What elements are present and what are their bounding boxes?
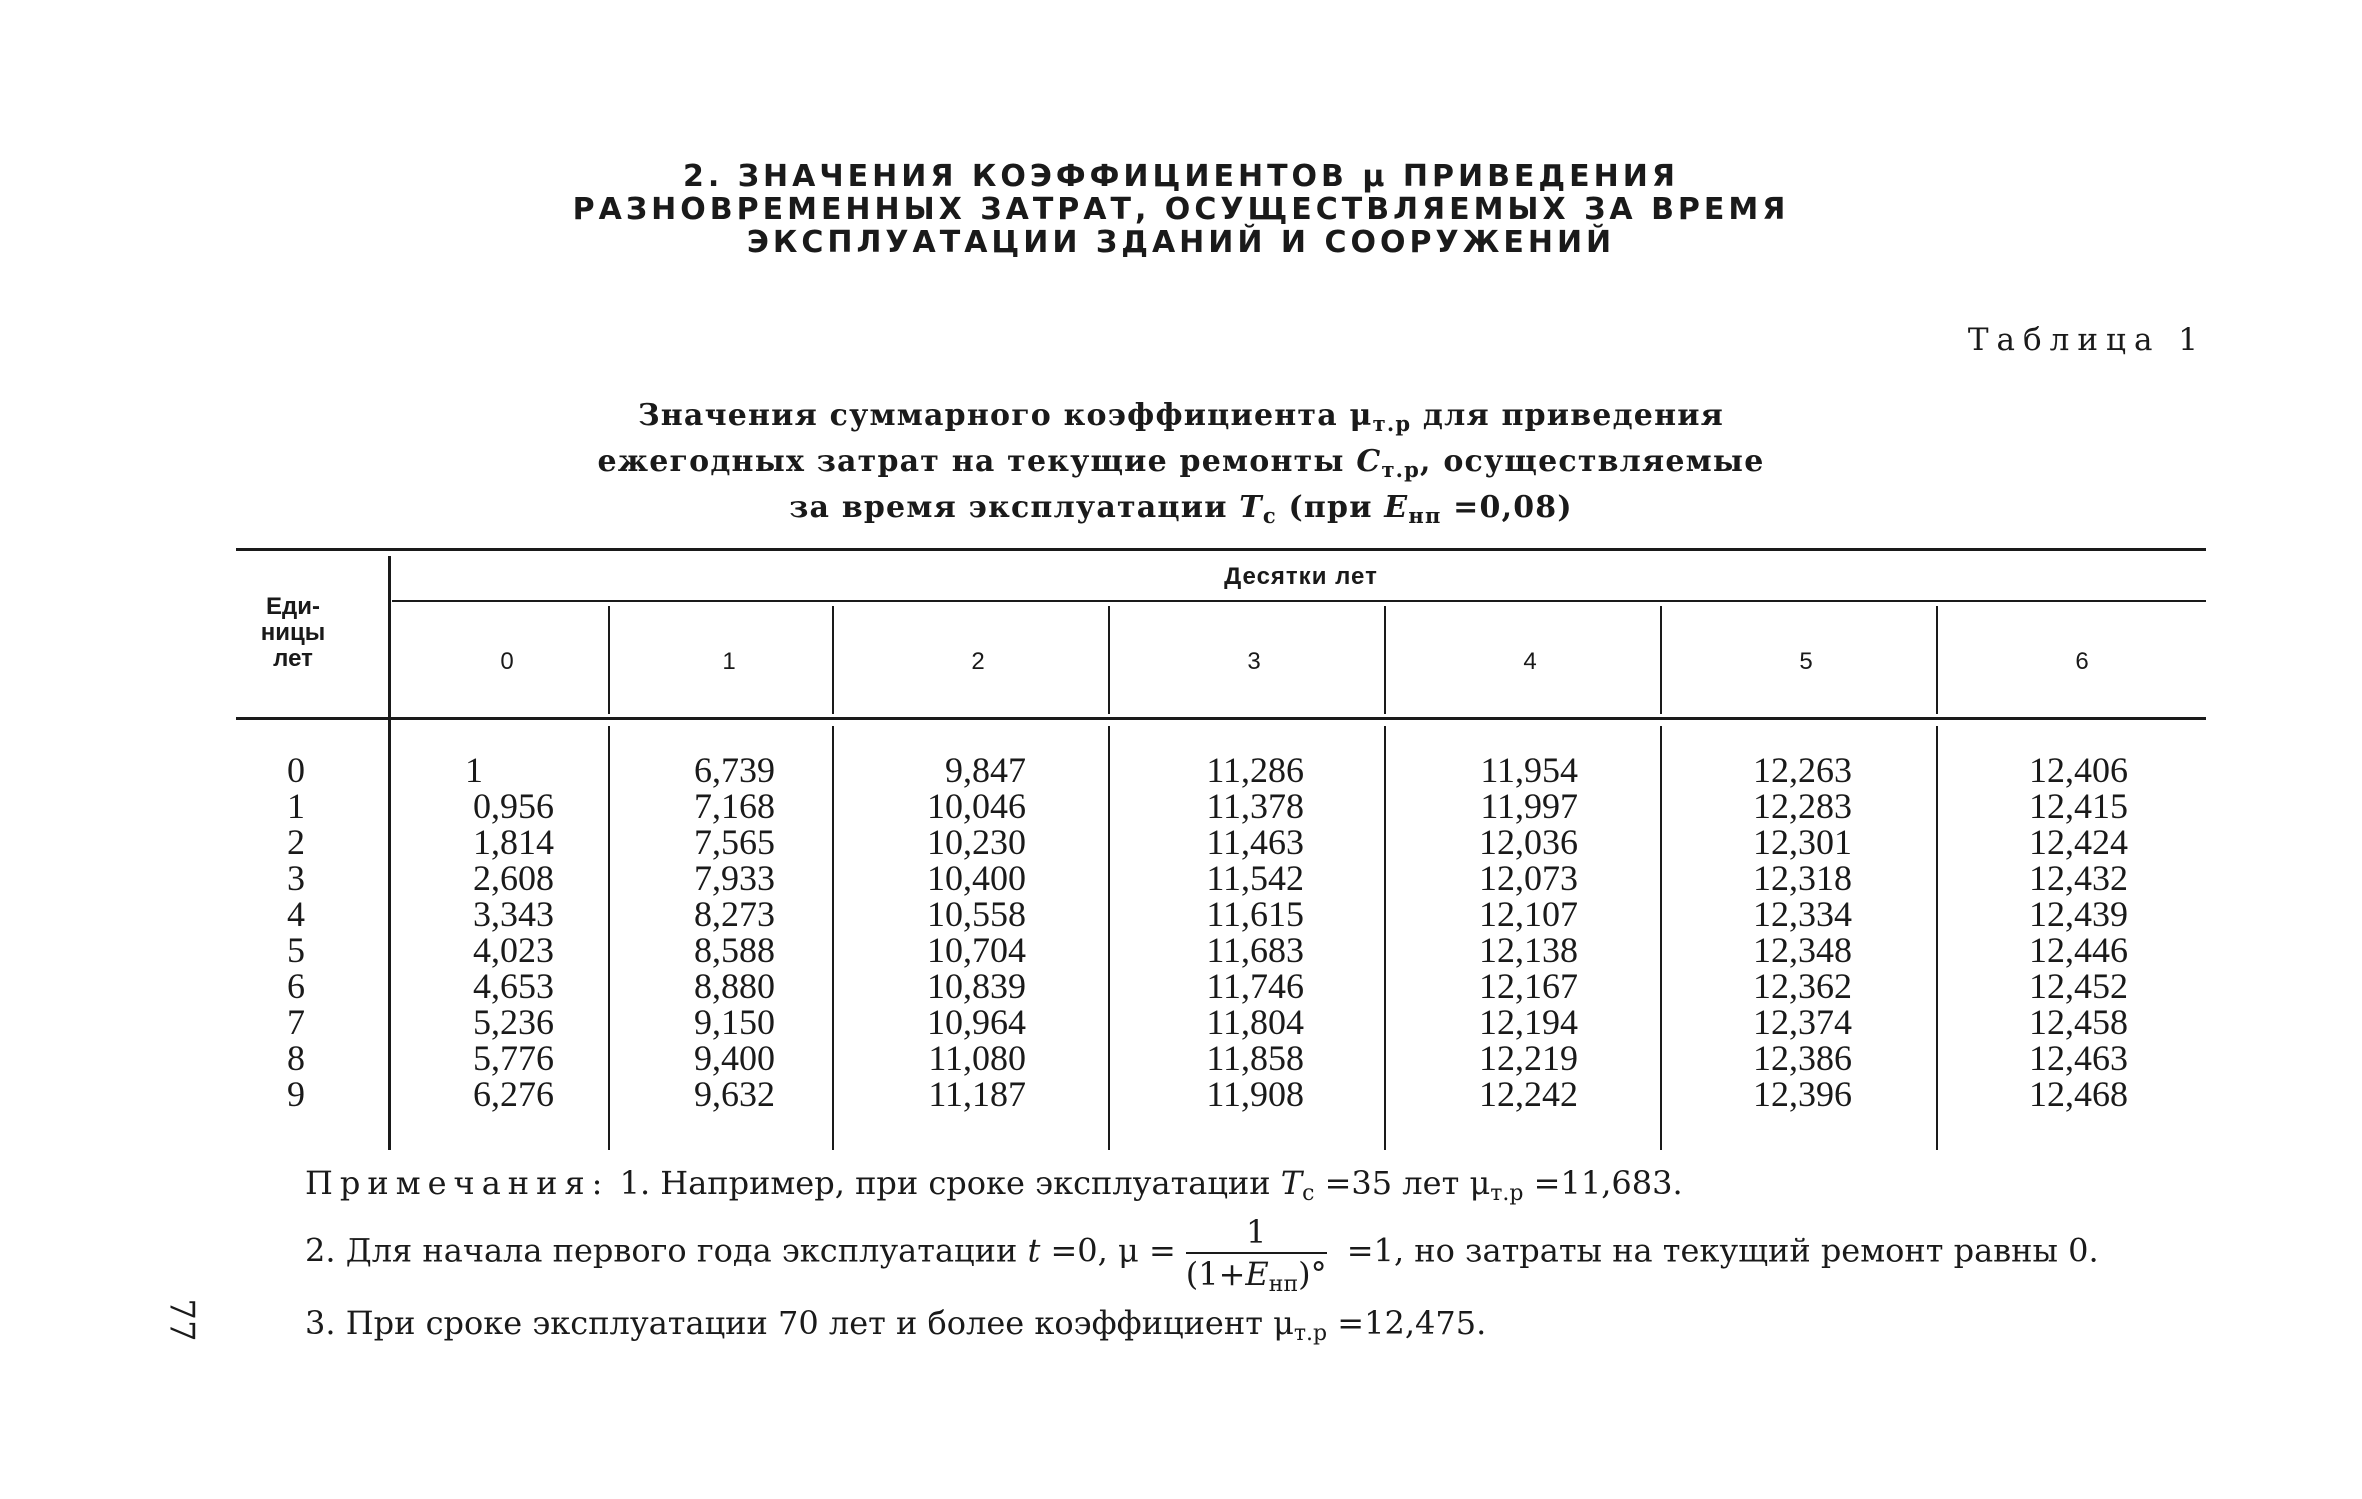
column-divider — [608, 606, 610, 714]
table-cell: 12,452 — [2029, 966, 2128, 1006]
table-cell: 1 — [465, 750, 483, 790]
table-cell: 0,956 — [473, 786, 554, 826]
table-cell: 12,468 — [2029, 1074, 2128, 1114]
table-cell: 11,954 — [1480, 750, 1578, 790]
table-cell: 12,386 — [1753, 1038, 1852, 1078]
decades-header: Десятки лет — [1224, 563, 1378, 590]
header-bottom-rule — [236, 717, 2206, 720]
table-cell: 12,424 — [2029, 822, 2128, 862]
column-divider — [608, 726, 610, 1150]
decade-column-1 — [650, 752, 775, 1112]
table-cell: 7 — [287, 1002, 305, 1042]
table-cell: 6,276 — [473, 1074, 554, 1114]
table-cell: 3 — [287, 858, 305, 898]
table-cell: 10,230 — [927, 822, 1026, 862]
table-cell: 9,632 — [694, 1074, 775, 1114]
table-cell: 9,150 — [694, 1002, 775, 1042]
table-cell: 12,073 — [1479, 858, 1578, 898]
table-cell: 12,406 — [2029, 750, 2128, 790]
table-cell: 12,415 — [2029, 786, 2128, 826]
table-cell: 9,847 — [945, 750, 1026, 790]
table-cell: 12,242 — [1479, 1074, 1578, 1114]
heading-line-2: РАЗНОВРЕМЕННЫХ ЗАТРАТ, ОСУЩЕСТВЛЯЕМЫХ ЗА ВРЕМЯ — [572, 192, 1790, 227]
table-cell: 12,362 — [1753, 966, 1852, 1006]
column-divider — [1384, 726, 1386, 1150]
table-cell: 11,908 — [1206, 1074, 1304, 1114]
column-divider — [1108, 726, 1110, 1150]
note-2: 2. Для начала первого года эксплуатации t =0, μ = $\frac{1}{(1+E_{нп})^\circ}$ =1, но затраты на текущий ремонт равны 0. — [305, 1213, 2099, 1297]
decade-column-4 — [1432, 752, 1578, 1112]
column-divider — [832, 726, 834, 1150]
table-label: Таблица 1 — [1967, 322, 2206, 358]
table-cell: 10,558 — [927, 894, 1026, 934]
table-cell: 12,194 — [1479, 1002, 1578, 1042]
note-1: Примечания: 1. Например, при сроке эксплуатации $T_c =35$ лет $\mu_{т.р} =11,683$. — [305, 1164, 1683, 1206]
table-cell: 11,542 — [1206, 858, 1304, 898]
table-cell: 12,219 — [1479, 1038, 1578, 1078]
table-cell: 10,046 — [927, 786, 1026, 826]
decade-header-3: 3 — [1247, 648, 1261, 675]
table-cell: 2,608 — [473, 858, 554, 898]
table-cell: 11,286 — [1206, 750, 1304, 790]
table-cell: 12,138 — [1479, 930, 1578, 970]
column-divider — [1384, 606, 1386, 714]
table-cell: 12,263 — [1753, 750, 1852, 790]
decade-column-6 — [1982, 752, 2128, 1112]
heading-line-1: 2. ЗНАЧЕНИЯ КОЭФФИЦИЕНТОВ μ ПРИВЕДЕНИЯ — [683, 159, 1679, 194]
column-divider — [1660, 726, 1662, 1150]
table-cell: 0 — [287, 750, 305, 790]
note-3: 3. При сроке эксплуатации 70 лет и более коэффициент $\mu_{т.р} =12,475$. — [305, 1304, 1487, 1346]
decade-column-5 — [1706, 752, 1852, 1112]
table-cell: 7,168 — [694, 786, 775, 826]
column-divider — [1108, 606, 1110, 714]
table-cell: 11,683 — [1206, 930, 1304, 970]
table-cell: 11,804 — [1206, 1002, 1304, 1042]
table-cell: 9 — [287, 1074, 305, 1114]
table-cell: 12,167 — [1479, 966, 1578, 1006]
table-cell: 8,273 — [694, 894, 775, 934]
column-divider — [1936, 606, 1938, 714]
units-header: Еди- ницы лет — [260, 593, 326, 672]
decade-header-6: 6 — [2075, 648, 2089, 675]
table-cell: 10,400 — [927, 858, 1026, 898]
section-heading — [0, 160, 2362, 259]
table-cell: 12,107 — [1479, 894, 1578, 934]
table-cell: 7,565 — [694, 822, 775, 862]
table-cell: 3,343 — [473, 894, 554, 934]
table-cell: 6,739 — [694, 750, 775, 790]
formula-fraction: $\frac{1}{(1+E_{нп})^\circ}$ — [1185, 1213, 1327, 1297]
table-cell: 11,615 — [1206, 894, 1304, 934]
table-cell: 7,933 — [694, 858, 775, 898]
units-column-divider — [388, 556, 391, 1150]
decades-rule — [392, 600, 2206, 602]
table-cell: 11,080 — [928, 1038, 1026, 1078]
decade-column-2 — [880, 752, 1026, 1112]
table-cell: 5,236 — [473, 1002, 554, 1042]
table-cell: 5,776 — [473, 1038, 554, 1078]
table-cell: 12,396 — [1753, 1074, 1852, 1114]
table-cell: 12,318 — [1753, 858, 1852, 898]
table-cell: 12,334 — [1753, 894, 1852, 934]
table-cell: 12,463 — [2029, 1038, 2128, 1078]
table-cell: 1,814 — [473, 822, 554, 862]
table-cell: 12,036 — [1479, 822, 1578, 862]
decade-column-0 — [430, 752, 554, 1112]
table-cell: 10,704 — [927, 930, 1026, 970]
table-cell: 12,374 — [1753, 1002, 1852, 1042]
table-top-rule — [236, 548, 2206, 551]
caption-line-1: Значения суммарного коэффициента $\mu_{т.р}$ для приведения — [637, 398, 1725, 436]
table-cell: 12,458 — [2029, 1002, 2128, 1042]
table-cell: 8,588 — [694, 930, 775, 970]
table-cell: 12,348 — [1753, 930, 1852, 970]
table-cell: 4,023 — [473, 930, 554, 970]
table-cell: 12,439 — [2029, 894, 2128, 934]
table-cell: 4,653 — [473, 966, 554, 1006]
table-cell: 10,964 — [927, 1002, 1026, 1042]
table-cell: 11,997 — [1480, 786, 1578, 826]
page-number: 77 — [161, 1298, 202, 1342]
decade-header-1: 1 — [722, 648, 736, 675]
table-cell: 4 — [287, 894, 305, 934]
table-cell: 12,446 — [2029, 930, 2128, 970]
column-divider — [1936, 726, 1938, 1150]
units-column — [276, 752, 316, 1112]
table-cell: 11,746 — [1206, 966, 1304, 1006]
column-divider — [1660, 606, 1662, 714]
decade-header-5: 5 — [1799, 648, 1813, 675]
caption-line-3: за время эксплуатации $T_c$ (при $E_{нп} =0,08$) — [789, 490, 1573, 528]
heading-line-3: ЭКСПЛУАТАЦИИ ЗДАНИЙ И СООРУЖЕНИЙ — [746, 225, 1616, 260]
column-divider — [832, 606, 834, 714]
caption-line-2: ежегодных затрат на текущие ремонты $C_{т.р}$, осуществляемые — [597, 444, 1765, 482]
table-cell: 12,301 — [1753, 822, 1852, 862]
notes-title: Примечания: — [305, 1164, 610, 1202]
table-cell: 1 — [287, 786, 305, 826]
table-cell: 11,858 — [1206, 1038, 1304, 1078]
table-cell: 11,378 — [1206, 786, 1304, 826]
table-cell: 2 — [287, 822, 305, 862]
table-cell: 9,400 — [694, 1038, 775, 1078]
table-cell: 8,880 — [694, 966, 775, 1006]
table-cell: 11,463 — [1206, 822, 1304, 862]
table-cell: 6 — [287, 966, 305, 1006]
table-cell: 10,839 — [927, 966, 1026, 1006]
decade-header-0: 0 — [500, 648, 514, 675]
table-cell: 11,187 — [928, 1074, 1026, 1114]
decade-header-4: 4 — [1523, 648, 1537, 675]
table-cell: 12,283 — [1753, 786, 1852, 826]
table-cell: 5 — [287, 930, 305, 970]
table-cell: 8 — [287, 1038, 305, 1078]
table-cell: 12,432 — [2029, 858, 2128, 898]
table-caption — [0, 393, 2362, 531]
decade-column-3 — [1158, 752, 1304, 1112]
decade-header-2: 2 — [971, 648, 985, 675]
